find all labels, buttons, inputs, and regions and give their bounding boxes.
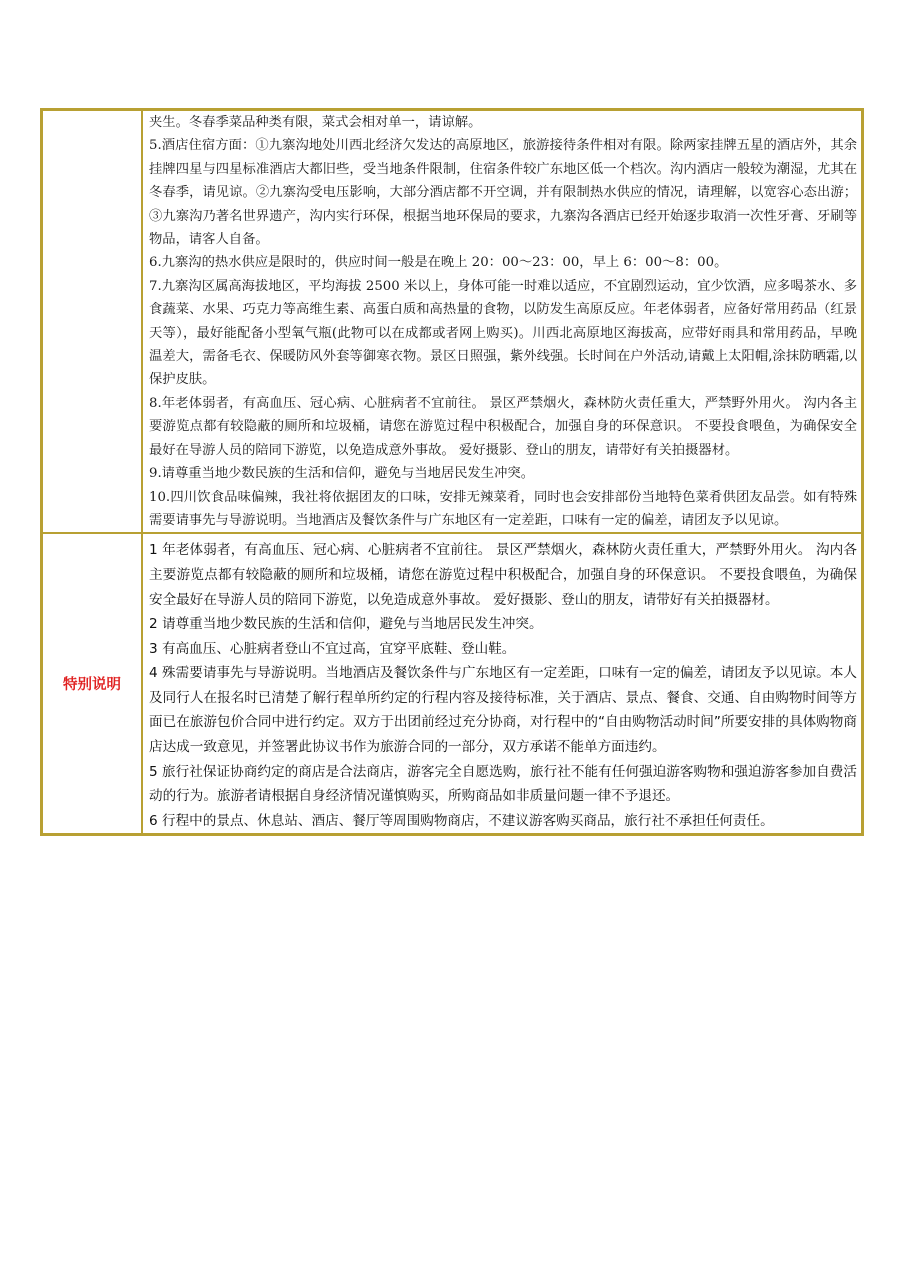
notes-paragraph: 夹生。冬春季菜品种类有限，菜式会相对单一，请谅解。 [149, 115, 482, 130]
special-notes-label: 特别说明 [63, 677, 121, 694]
special-paragraph: 3 有高血压、心脏病者登山不宜过高，宜穿平底鞋、登山鞋。 [149, 640, 516, 657]
special-paragraph: 4 殊需要请事先与导游说明。当地酒店及餐饮条件与广东地区有一定差距，口味有一定的偏差，请团友予以见谅。本人及同行人在报名时已清楚了解行程单所约定的行程内容及接待标准，关于酒店、景点、餐食、交通、自由购物时间等方面已在旅游包价合同中进行约定。双方于出团前经过充分协商，对行程中的“自由购物活动时间”所要安排的具体购物商店达成一致意见，并签署此协议书作为旅游合同的一部分，双方承诺不能单方面违约。 [149, 665, 857, 756]
special-paragraph: 1 年老体弱者，有高血压、冠心病、心脏病者不宜前往。 景区严禁烟火，森林防火责任重大，严禁野外用火。 沟内各主要游览点都有较隐蔽的厕所和垃圾桶，请您在游览过程中积极配合，加强自身的环保意识。 不要投食喂鱼，为确保安全最好在导游人员的陪同下游览，以免造成意外事故。 爱好摄影、登山的朋友，请带好有关拍摄器材。 [149, 542, 857, 608]
special-notes-content [142, 533, 863, 835]
notes-paragraph: 5.酒店住宿方面：①九寨沟地处川西北经济欠发达的高原地区，旅游接待条件相对有限。除两家挂牌五星的酒店外，其余挂牌四星与四星标准酒店大都旧些，受当地条件限制，住宿条件较广东地区低一个档次。沟内酒店一般较为潮湿，尤其在冬春季，请见谅。②九寨沟受电压影响，大部分酒店都不开空调，并有限制热水供应的情况，请理解，以宽容心态出游；③九寨沟乃著名世界遗产，沟内实行环保，根据当地环保局的要求，九寨沟各酒店已经开始逐步取消一次性牙膏、牙刷等物品，请客人自备。 [149, 138, 857, 248]
notes-content [142, 110, 863, 534]
special-paragraph: 2 请尊重当地少数民族的生活和信仰，避免与当地居民发生冲突。 [149, 616, 543, 633]
notes-paragraph: 9.请尊重当地少数民族的生活和信仰，避免与当地居民发生冲突。 [149, 466, 534, 482]
notes-paragraph: 10.四川饮食品味偏辣，我社将依据团友的口味，安排无辣菜肴，同时也会安排部份当地特色菜肴供团友品尝。如有特殊需要请事先与导游说明。当地酒店及餐饮条件与广东地区有一定差距，口味有一定的偏差，请团友予以见谅。 [149, 489, 857, 528]
notes-paragraph: 7.九寨沟区属高海拔地区，平均海拔 2500 米以上，身体可能一时难以适应，不宜剧烈运动，宜少饮酒，应多喝茶水、多食蔬菜、水果、巧克力等高维生素、高蛋白质和高热量的食物，以防发生高原反应。年老体弱者，应备好常用药品（红景天等），最好能配备小型氧气瓶(此物可以在成都或者网上购买)。川西北高原地区海拔高，应带好雨具和常用药品，早晚温差大，需备毛衣、保暖防风外套等御寒衣物。景区日照强，紫外线强。长时间在户外活动,请戴上太阳帽,涂抹防晒霜,以保护皮肤。 [149, 278, 857, 388]
notes-paragraph: 8.年老体弱者，有高血压、冠心病、心脏病者不宜前往。 景区严禁烟火，森林防火责任重大，严禁野外用火。 沟内各主要游览点都有较隐蔽的厕所和垃圾桶，请您在游览过程中积极配合，加强自身的环保意识。 不要投食喂鱼，为确保安全最好在导游人员的陪同下游览，以免造成意外事故。 爱好摄影、登山的朋友，请带好有关拍摄器材。 [149, 395, 857, 458]
special-notes-row [42, 533, 863, 835]
special-label-cell [42, 533, 143, 835]
notes-label-cell [42, 110, 143, 534]
notes-paragraph: 6.九寨沟的热水供应是限时的，供应时间一般是在晚上 20：00～23：00，早上 6：00～8：00。 [149, 255, 728, 271]
special-paragraph: 5 旅行社保证协商约定的商店是合法商店，游客完全自愿选购，旅行社不能有任何强迫游客购物和强迫游客参加自费活动的行为。旅游者请根据自身经济情况谨慎购买，所购商品如非质量问题一律不予退还。 [149, 763, 857, 805]
notes-row [42, 110, 863, 534]
itinerary-notes-table [40, 108, 864, 836]
special-paragraph: 6 行程中的景点、休息站、酒店、餐厅等周围购物商店，不建议游客购买商品，旅行社不承担任何责任。 [149, 812, 774, 829]
